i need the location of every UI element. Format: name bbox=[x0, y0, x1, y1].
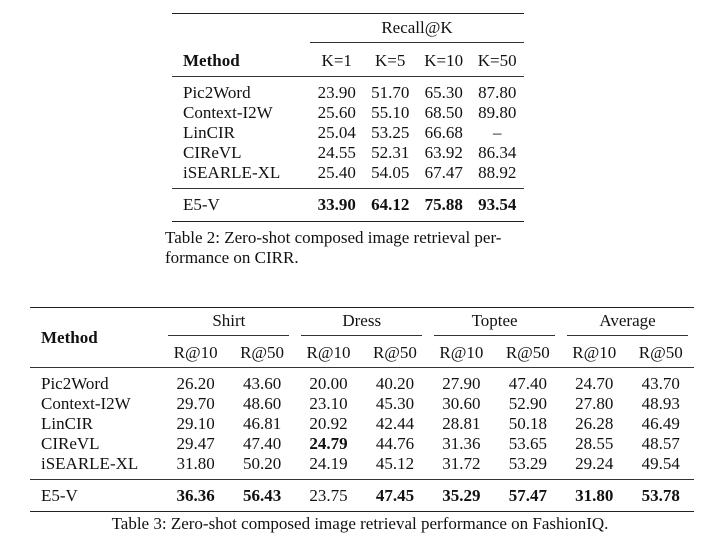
value-cell: 47.40 bbox=[242, 434, 282, 453]
group-header-shirt: Shirt bbox=[162, 308, 295, 339]
value-cell: 29.10 bbox=[176, 414, 215, 433]
value-cell: 53.78 bbox=[627, 480, 694, 512]
value-cell: 45.12 bbox=[375, 454, 415, 473]
method-cell: iSEARLE-XL bbox=[183, 163, 281, 182]
table-row bbox=[30, 454, 694, 480]
method-column-header: Method bbox=[30, 308, 162, 368]
table-row bbox=[172, 103, 524, 123]
value-cell: 87.80 bbox=[478, 83, 517, 102]
value-cell: 25.60 bbox=[317, 103, 356, 122]
value-cell: 27.90 bbox=[442, 374, 481, 393]
value-cell: 68.50 bbox=[424, 103, 463, 122]
value-cell: – bbox=[492, 123, 502, 142]
value-cell: 45.30 bbox=[375, 394, 415, 413]
table-row-highlight bbox=[30, 480, 694, 512]
value-cell: 36.36 bbox=[162, 480, 228, 512]
value-cell: 35.29 bbox=[428, 480, 494, 512]
value-cell: 56.43 bbox=[229, 480, 295, 512]
value-cell: 23.10 bbox=[309, 394, 348, 413]
group-header-average: Average bbox=[561, 308, 694, 339]
value-cell: 48.60 bbox=[242, 394, 282, 413]
value-cell: 67.47 bbox=[424, 163, 463, 182]
value-cell: 26.28 bbox=[575, 414, 614, 433]
value-cell: 33.90 bbox=[310, 189, 363, 222]
method-cell: E5-V bbox=[172, 189, 310, 222]
table-3-caption: Table 3: Zero-shot composed image retrieval performance on FashionIQ. bbox=[111, 514, 609, 533]
value-cell: 47.40 bbox=[508, 374, 547, 393]
value-cell: 20.00 bbox=[309, 374, 348, 393]
value-cell: 52.90 bbox=[508, 394, 547, 413]
value-cell: 28.81 bbox=[442, 414, 481, 433]
value-cell: 29.47 bbox=[176, 434, 215, 453]
method-cell: iSEARLE-XL bbox=[41, 454, 139, 473]
value-cell: 46.49 bbox=[641, 414, 680, 433]
value-cell: 31.72 bbox=[442, 454, 481, 473]
value-cell: 27.80 bbox=[575, 394, 614, 413]
value-cell: 75.88 bbox=[417, 189, 471, 222]
value-cell: 53.25 bbox=[371, 123, 410, 142]
column-header: R@50 bbox=[627, 338, 694, 368]
value-cell: 86.34 bbox=[478, 143, 517, 162]
table-2-caption: Table 2: Zero-shot composed image retrieval per- formance on CIRR. bbox=[165, 228, 502, 267]
column-header: R@10 bbox=[428, 338, 494, 368]
value-cell: 57.47 bbox=[495, 480, 561, 512]
value-cell: 64.12 bbox=[363, 189, 416, 222]
value-cell: 44.76 bbox=[375, 434, 415, 453]
column-header: R@10 bbox=[295, 338, 361, 368]
column-header: K=50 bbox=[470, 46, 524, 77]
method-cell: Pic2Word bbox=[41, 374, 109, 393]
column-header: R@10 bbox=[561, 338, 627, 368]
value-cell: 93.54 bbox=[470, 189, 524, 222]
value-cell: 48.93 bbox=[641, 394, 680, 413]
value-cell: 28.55 bbox=[575, 434, 614, 453]
column-header: R@50 bbox=[362, 338, 428, 368]
value-cell: 24.55 bbox=[317, 143, 356, 162]
column-header: K=10 bbox=[417, 46, 471, 77]
value-cell: 29.24 bbox=[575, 454, 614, 473]
value-cell: 53.65 bbox=[508, 434, 547, 453]
value-cell: 43.70 bbox=[641, 374, 680, 393]
method-cell: LinCIR bbox=[41, 414, 93, 433]
value-cell: 29.70 bbox=[176, 394, 215, 413]
table-row bbox=[30, 368, 694, 395]
value-cell: 40.20 bbox=[375, 374, 415, 393]
value-cell: 63.92 bbox=[424, 143, 463, 162]
table-row bbox=[30, 394, 694, 414]
value-cell: 43.60 bbox=[242, 374, 282, 393]
value-cell: 55.10 bbox=[371, 103, 410, 122]
value-cell: 52.31 bbox=[371, 143, 410, 162]
value-cell: 50.18 bbox=[508, 414, 547, 433]
table-3-group-header-row bbox=[30, 308, 694, 339]
value-cell: 49.54 bbox=[641, 454, 680, 473]
value-cell: 23.75 bbox=[295, 480, 361, 512]
value-cell: 31.80 bbox=[176, 454, 215, 473]
method-cell: Context-I2W bbox=[41, 394, 131, 413]
table-2-cirr bbox=[172, 13, 524, 222]
table-row bbox=[30, 414, 694, 434]
value-cell: 25.40 bbox=[317, 163, 356, 182]
table-row bbox=[172, 77, 524, 104]
value-cell: 24.19 bbox=[309, 454, 348, 473]
table-row-highlight bbox=[172, 189, 524, 222]
value-cell: 51.70 bbox=[371, 83, 410, 102]
value-cell: 54.05 bbox=[371, 163, 410, 182]
value-cell: 31.80 bbox=[561, 480, 627, 512]
value-cell: 31.36 bbox=[442, 434, 481, 453]
value-cell: 50.20 bbox=[242, 454, 282, 473]
table-3-fashioniq bbox=[30, 307, 694, 512]
method-column-header: Method bbox=[172, 46, 310, 77]
group-header-dress: Dress bbox=[295, 308, 428, 339]
value-cell: 23.90 bbox=[317, 83, 356, 102]
table-2-group-header-row bbox=[172, 14, 524, 47]
value-cell: 20.92 bbox=[309, 414, 348, 433]
column-header: K=5 bbox=[363, 46, 416, 77]
method-cell: CIReVL bbox=[41, 434, 100, 453]
method-cell: E5-V bbox=[30, 480, 162, 512]
table-2-column-header-row bbox=[172, 46, 524, 77]
value-cell: 65.30 bbox=[424, 83, 463, 102]
value-cell: 24.70 bbox=[575, 374, 614, 393]
column-header: R@50 bbox=[495, 338, 561, 368]
value-cell: 88.92 bbox=[478, 163, 517, 182]
value-cell: 66.68 bbox=[424, 123, 463, 142]
table-row bbox=[172, 143, 524, 163]
value-cell: 53.29 bbox=[508, 454, 547, 473]
value-cell: 46.81 bbox=[242, 414, 282, 433]
value-cell: 47.45 bbox=[362, 480, 428, 512]
value-cell: 48.57 bbox=[641, 434, 680, 453]
value-cell: 89.80 bbox=[478, 103, 517, 122]
method-cell: Context-I2W bbox=[183, 103, 273, 122]
table-row bbox=[172, 163, 524, 189]
method-cell: Pic2Word bbox=[183, 83, 251, 102]
table-row bbox=[30, 434, 694, 454]
value-cell: 30.60 bbox=[442, 394, 481, 413]
group-header-toptee: Toptee bbox=[428, 308, 561, 339]
value-cell: 26.20 bbox=[176, 374, 215, 393]
recall-at-k-header: Recall@K bbox=[310, 14, 524, 47]
value-cell: 24.79 bbox=[309, 434, 348, 453]
method-cell: CIReVL bbox=[183, 143, 242, 162]
value-cell: 25.04 bbox=[317, 123, 356, 142]
column-header: K=1 bbox=[310, 46, 363, 77]
method-cell: LinCIR bbox=[183, 123, 235, 142]
column-header: R@50 bbox=[229, 338, 295, 368]
column-header: R@10 bbox=[162, 338, 228, 368]
value-cell: 42.44 bbox=[375, 414, 415, 433]
table-row bbox=[172, 123, 524, 143]
